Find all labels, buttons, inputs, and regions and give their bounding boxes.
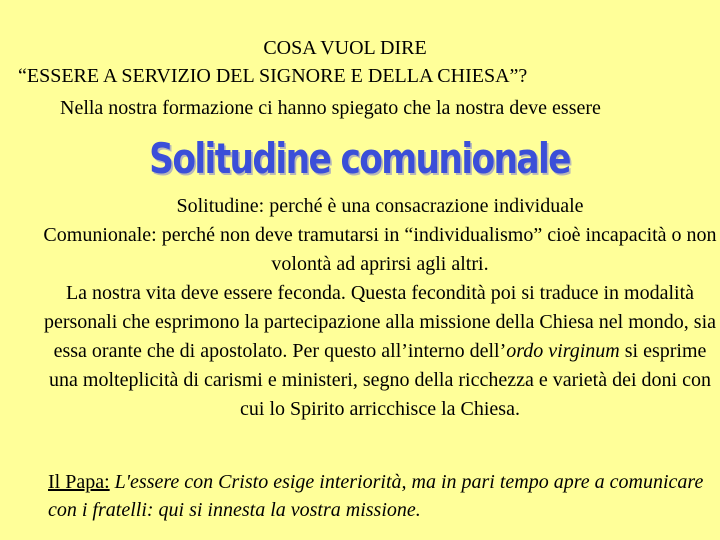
- papa-quote-block: [48, 468, 708, 524]
- ordo-virginum: ordo virginum: [506, 340, 620, 362]
- solitudine-label: Solitudine:: [176, 195, 265, 217]
- solitudine-text: perché è una consacrazione individuale: [264, 195, 584, 217]
- title-line-1: COSA VUOL DIRE: [263, 37, 427, 59]
- comunionale-paragraph: [40, 221, 720, 279]
- papa-label: Il Papa:: [48, 471, 110, 493]
- feconda-paragraph: [40, 279, 720, 424]
- solitudine-paragraph: [40, 192, 720, 221]
- intro-text: Nella nostra formazione ci hanno spiegato che la nostra deve essere: [60, 97, 601, 119]
- feconda-text-2: si esprime una molteplicità di carismi e ministeri, segno della ricchezza e varietà dei doni con cui lo Spirito arricchisce la Chiesa.: [49, 340, 711, 420]
- comunionale-text: perché non deve tramutarsi in “individualismo” cioè incapacità o non volontà ad aprirsi agli altri.: [156, 224, 717, 275]
- wordart-heading: Solitudine comunionale: [149, 134, 571, 183]
- title-line-2: “ESSERE A SERVIZIO DEL SIGNORE E DELLA CHIESA”?: [18, 65, 528, 87]
- papa-quote: L'essere con Cristo esige interiorità, ma in pari tempo apre a comunicare con i fratelli: qui si innesta la vostra missione.: [48, 471, 704, 521]
- body-text: [40, 192, 720, 424]
- feconda-text-1: La nostra vita deve essere feconda. Questa fecondità poi si traduce in modalità personali che esprimono la partecipazione alla missione della Chiesa nel mondo, sia essa orante che di apostolato. Per questo all’interno dell’: [43, 282, 716, 362]
- wordart-heading-container: [0, 130, 720, 188]
- comunionale-label: Comunionale:: [43, 224, 157, 246]
